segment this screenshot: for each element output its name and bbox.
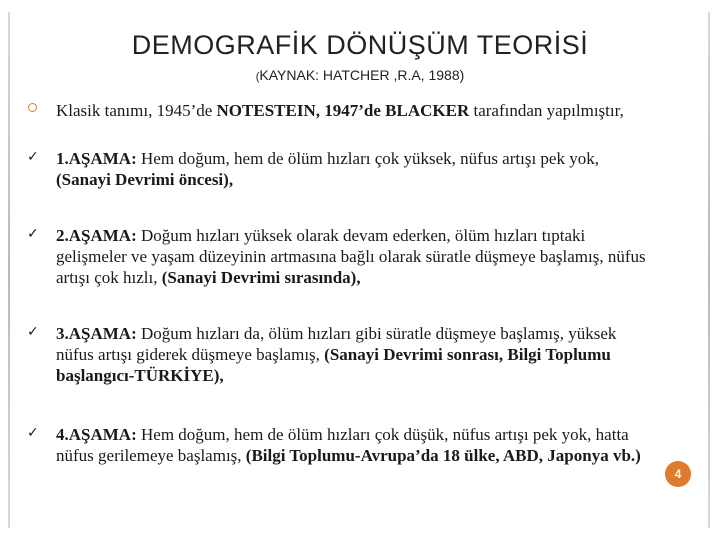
stage-label: 4.AŞAMA: — [56, 425, 137, 444]
stage-text: Hem doğum, hem de ölüm hızları çok düşük, nüfus artışı pek yok, hatta nüfus gerilemeye başlamış, — [56, 425, 629, 465]
stage-text: Hem doğum, hem de ölüm hızları çok yüksek, nüfus artışı pek yok, — [136, 149, 599, 168]
right-frame-line — [708, 12, 710, 528]
page-number-badge: 4 — [665, 461, 691, 487]
stage-label: 1.AŞAMA: — [56, 149, 137, 168]
slide-title: DEMOGRAFİK DÖNÜŞÜM TEORİSİ — [131, 30, 589, 60]
intro-tail: tarafından yapılmıştır, — [469, 101, 624, 120]
stage-text: Doğum hızları da, ölüm hızları gibi süratle düşmeye başlamış, yüksek nüfus artışı giderek düşmeye başlamış, — [56, 324, 617, 364]
stage-label: 3.AŞAMA: — [56, 324, 137, 343]
stage-period: (Sanayi Devrimi öncesi), — [56, 170, 234, 189]
stage-label: 2.AŞAMA: — [56, 226, 137, 245]
checkmark-icon: ✓ — [27, 149, 39, 165]
left-frame-line — [8, 12, 10, 528]
stage-period: (Sanayi Devrimi sonrası, Bilgi Toplumu başlangıcı-TÜRKİYE), — [56, 345, 611, 385]
stage-4-item — [56, 424, 656, 466]
stage-period: (Bilgi Toplumu-Avrupa’da 18 ülke, ABD, Japonya vb.) — [245, 446, 641, 465]
subtitle-paren: ( — [255, 71, 260, 83]
intro-lead: Klasik tanımı, 1945’de — [56, 101, 217, 120]
intro-paragraph — [56, 100, 656, 121]
slide-subtitle — [0, 67, 720, 83]
checkmark-icon: ✓ — [27, 425, 39, 441]
checkmark-icon: ✓ — [27, 324, 39, 340]
stage-text: Doğum hızları yüksek olarak devam ederken, ölüm hızları tıptaki gelişmeler ve yaşam düzeyinin artmasına bağlı olarak süratle düşmeye başlamış, nüfus artışı çok hızlı, — [56, 226, 646, 287]
intro-names: NOTESTEIN, 1947’de BLACKER — [216, 101, 470, 120]
stage-1-item — [56, 148, 656, 190]
subtitle-source: KAYNAK: HATCHER ,R.A, 1988) — [259, 67, 465, 83]
stage-period: (Sanayi Devrimi sırasında), — [161, 268, 361, 287]
checkmark-icon: ✓ — [27, 226, 39, 242]
circle-bullet-icon — [28, 103, 37, 112]
stage-2-item — [56, 225, 656, 288]
stage-3-item — [56, 323, 656, 386]
